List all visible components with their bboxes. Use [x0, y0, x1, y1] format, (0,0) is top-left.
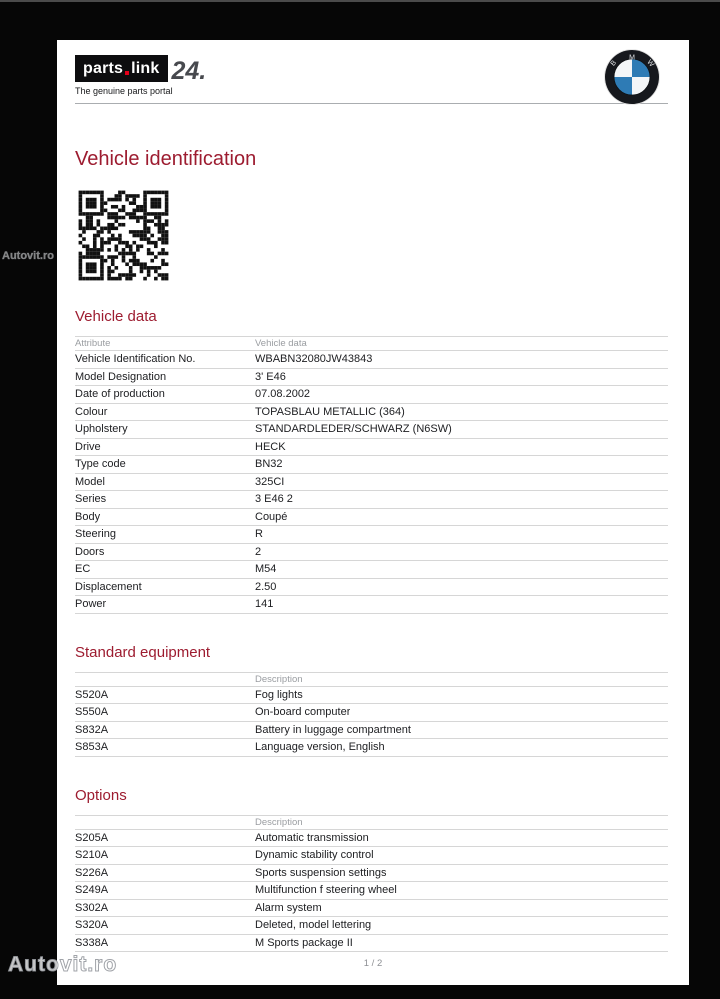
table-row: [75, 865, 668, 883]
table-header-row: [75, 815, 668, 830]
cell-value: Coupé: [255, 510, 288, 523]
column-header: Description: [255, 673, 303, 685]
table-header-row: [75, 336, 668, 351]
cell-attribute: S853A: [75, 741, 109, 754]
column-header: Vehicle data: [255, 338, 307, 349]
cell-value: STANDARDLEDER/SCHWARZ (N6SW): [255, 423, 452, 436]
table-row: [75, 882, 668, 900]
bmw-letter-b: B: [609, 59, 619, 68]
header-divider: [75, 103, 668, 104]
cell-value: 3' E46: [255, 370, 286, 383]
cell-value: Sports suspension settings: [255, 866, 387, 879]
page-title: Vehicle identification: [75, 148, 257, 170]
watermark-fragment: Autovit.ro: [2, 250, 54, 262]
table-row: [75, 917, 668, 935]
cell-attribute: Displacement: [75, 580, 142, 593]
cell-value: Alarm system: [255, 901, 322, 914]
table-row: [75, 900, 668, 918]
cell-value: Fog lights: [255, 688, 303, 701]
table-row: [75, 386, 668, 404]
cell-attribute: S320A: [75, 919, 109, 932]
table-row: [75, 847, 668, 865]
table-row: [75, 561, 668, 579]
table-row: [75, 439, 668, 457]
table-row: [75, 687, 668, 705]
partslink-logo-box: [75, 55, 168, 82]
table-row: [75, 351, 668, 369]
cell-attribute: S832A: [75, 723, 109, 736]
cell-attribute: Vehicle Identification No.: [75, 353, 196, 366]
table-row: [75, 830, 668, 848]
cell-attribute: S226A: [75, 866, 109, 879]
cell-attribute: Date of production: [75, 388, 165, 401]
cell-value: Battery in luggage compartment: [255, 723, 411, 736]
cell-attribute: S249A: [75, 884, 109, 897]
document-page: [57, 40, 689, 985]
cell-attribute: Steering: [75, 528, 116, 541]
cell-value: 07.08.2002: [255, 388, 311, 401]
cell-value: HECK: [255, 440, 286, 453]
cell-attribute: Model Designation: [75, 370, 167, 383]
document-content: [57, 40, 689, 985]
table-row: [75, 474, 668, 492]
cell-value: 141: [255, 598, 274, 611]
table-header-row: [75, 672, 668, 687]
cell-attribute: S302A: [75, 901, 109, 914]
watermark: Autovit.ro: [8, 953, 118, 976]
cell-attribute: Series: [75, 493, 107, 506]
logo-red-dot: [125, 71, 129, 75]
cell-value: Automatic transmission: [255, 831, 369, 844]
document-header: [75, 55, 668, 96]
table-row: [75, 456, 668, 474]
table-row: [75, 935, 668, 953]
cell-attribute: Colour: [75, 405, 108, 418]
logo-word-link: link: [131, 59, 160, 77]
cell-attribute: Doors: [75, 545, 105, 558]
table-row: [75, 404, 668, 422]
cell-value: 3 E46 2: [255, 493, 293, 506]
cell-value: M Sports package II: [255, 936, 353, 949]
bmw-logo: [604, 49, 660, 105]
cell-value: On-board computer: [255, 706, 351, 719]
cell-attribute: Body: [75, 510, 101, 523]
window-top-edge: [0, 0, 720, 2]
cell-attribute: Upholstery: [75, 423, 128, 436]
cell-value: 2.50: [255, 580, 277, 593]
table-row: [75, 421, 668, 439]
logo-word-parts: parts: [83, 59, 124, 77]
section-heading-options: Options: [75, 786, 127, 804]
cell-attribute: Model: [75, 475, 105, 488]
table-row: [75, 544, 668, 562]
cell-value: Dynamic stability control: [255, 849, 374, 862]
cell-value: M54: [255, 563, 277, 576]
table-row: [75, 491, 668, 509]
table-row: [75, 509, 668, 527]
cell-attribute: S210A: [75, 849, 109, 862]
vehicle-data-table: [75, 336, 668, 614]
table-row: [75, 739, 668, 757]
cell-value: R: [255, 528, 263, 541]
qr-code: [75, 187, 172, 284]
cell-value: 325CI: [255, 475, 285, 488]
table-row: [75, 722, 668, 740]
cell-value: BN32: [255, 458, 283, 471]
cell-attribute: S520A: [75, 688, 109, 701]
logo-tagline: The genuine parts portal: [75, 86, 173, 96]
table-row: [75, 526, 668, 544]
column-header: Description: [255, 816, 303, 828]
page-number: 1 / 2: [363, 958, 383, 969]
cell-value: 2: [255, 545, 262, 558]
cell-attribute: EC: [75, 563, 91, 576]
cell-value: Deleted, model lettering: [255, 919, 372, 932]
cell-value: Multifunction f steering wheel: [255, 884, 397, 897]
cell-attribute: S205A: [75, 831, 109, 844]
table-row: [75, 579, 668, 597]
bmw-letter-m: M: [629, 54, 635, 62]
cell-attribute: Power: [75, 598, 107, 611]
section-heading-vehicle-data: Vehicle data: [75, 308, 157, 325]
cell-attribute: S550A: [75, 706, 109, 719]
cell-attribute: Type code: [75, 458, 126, 471]
table-row: [75, 596, 668, 614]
table-row: [75, 369, 668, 387]
bmw-letter-w: W: [645, 58, 655, 69]
column-header: Attribute: [75, 338, 111, 349]
cell-attribute: Drive: [75, 440, 101, 453]
cell-value: Language version, English: [255, 741, 385, 754]
logo-number-24: 24.: [171, 56, 207, 85]
options-table: [75, 815, 668, 953]
cell-value: WBABN32080JW43843: [255, 353, 373, 366]
cell-attribute: S338A: [75, 936, 109, 949]
cell-value: TOPASBLAU METALLIC (364): [255, 405, 405, 418]
partslink24-logo: [75, 55, 668, 85]
table-row: [75, 704, 668, 722]
standard-equipment-table: [75, 672, 668, 757]
section-heading-standard-equipment: Standard equipment: [75, 643, 211, 661]
